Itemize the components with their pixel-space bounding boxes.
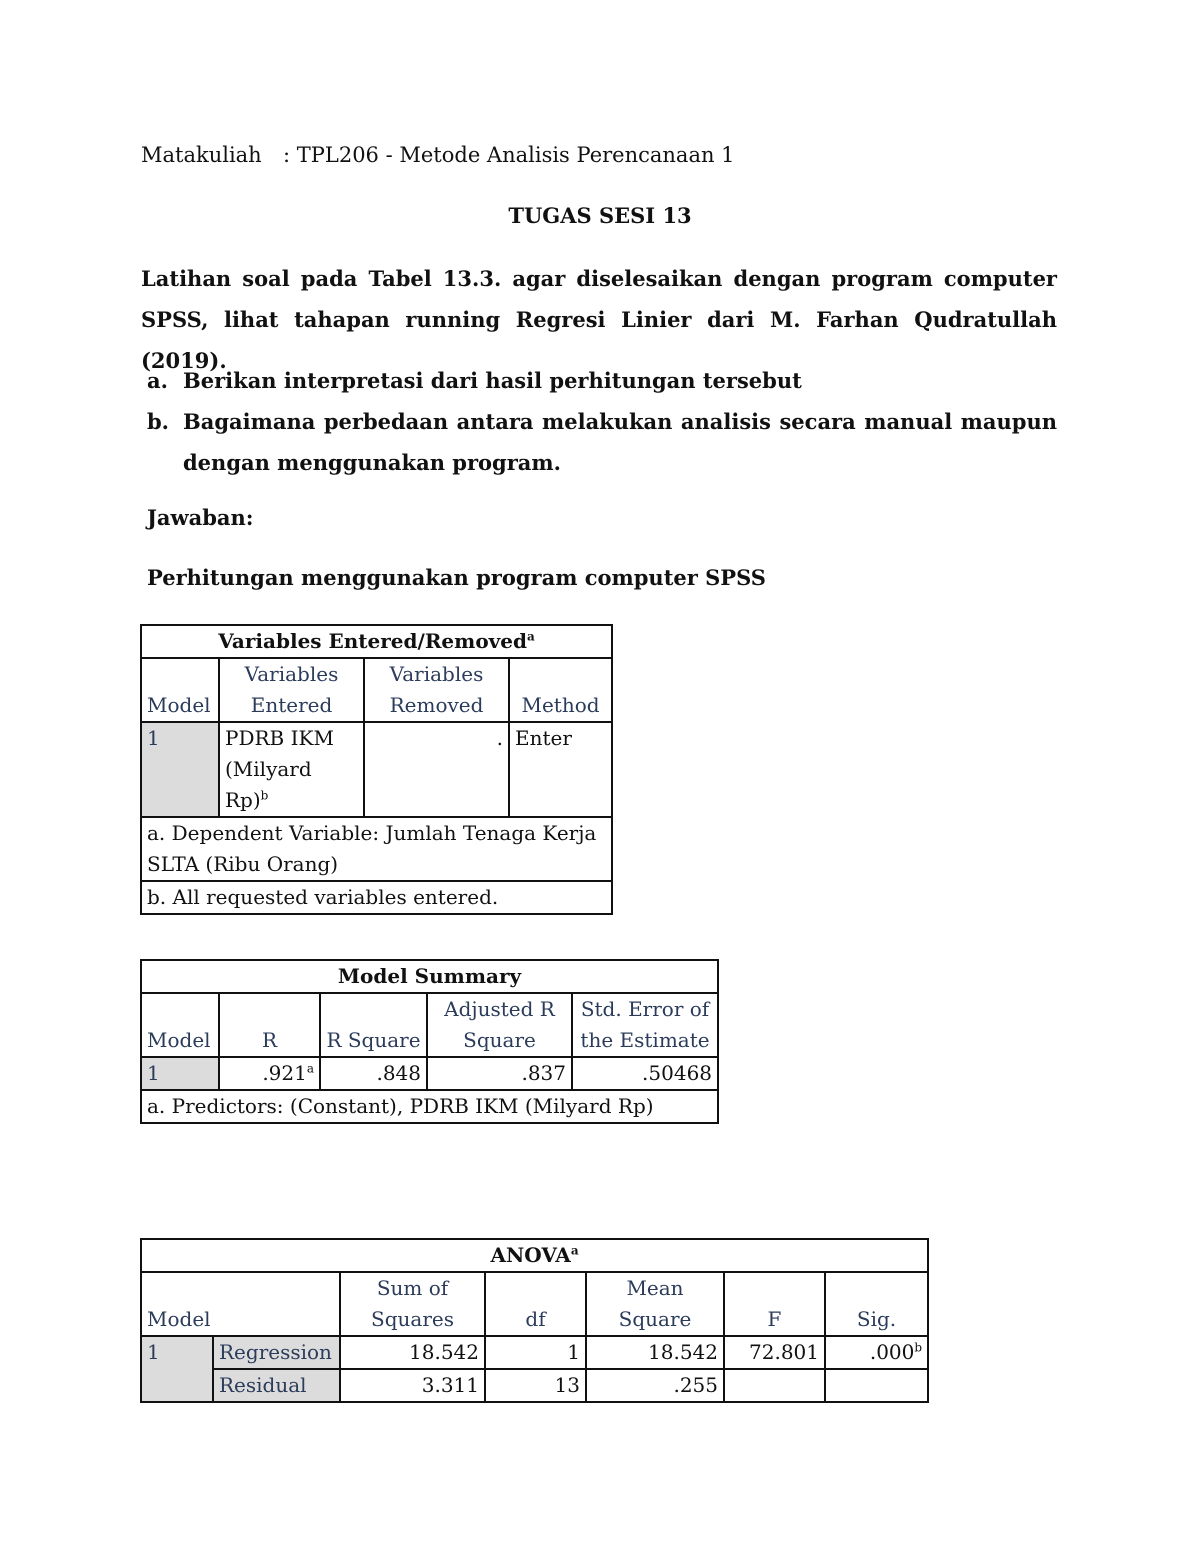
table-cell: 1 (485, 1336, 586, 1369)
page-title: TUGAS SESI 13 (508, 203, 692, 228)
column-header: R (219, 993, 320, 1057)
column-header: Mean Square (586, 1272, 724, 1336)
table-cell: 72.801 (724, 1336, 825, 1369)
variables-entered-table (140, 624, 613, 915)
table-header-row (141, 1272, 928, 1336)
table-row (141, 1369, 928, 1402)
table-header-row (141, 993, 718, 1057)
column-header: Variables Entered (219, 658, 364, 722)
question-list (147, 360, 1057, 483)
table-title: Model Summary (141, 960, 718, 993)
table-row (141, 1336, 928, 1369)
anova-table (140, 1238, 929, 1403)
table-title: ANOVA$^a$ (141, 1239, 928, 1272)
column-header: Adjusted R Square (427, 993, 572, 1057)
row-label: Regression (213, 1336, 340, 1369)
table-cell: Enter (509, 722, 612, 817)
table-cell: .255 (586, 1369, 724, 1402)
answer-label: Jawaban: (147, 505, 254, 530)
table-cell: .000$^b$ (825, 1336, 928, 1369)
table-cell (724, 1369, 825, 1402)
section-subheading: Perhitungan menggunakan program computer SPSS (147, 565, 766, 590)
column-header: Std. Error of the Estimate (572, 993, 718, 1057)
course-line (141, 143, 735, 167)
column-header: Variables Removed (364, 658, 509, 722)
list-item (147, 360, 1057, 401)
list-marker: b. (147, 409, 169, 434)
table-cell: .921$^a$ (219, 1057, 320, 1090)
intro-paragraph: Latihan soal pada Tabel 13.3. agar diselesaikan dengan program computer SPSS, lihat tahapan running Regresi Linier dari M. Farhan Qudratullah (2019). (141, 266, 1057, 373)
row-label: 1 (141, 722, 219, 817)
list-item (147, 401, 1057, 483)
column-header: Sum of Squares (340, 1272, 485, 1336)
table-cell: 13 (485, 1369, 586, 1402)
model-summary-table (140, 959, 719, 1124)
table-cell: 3.311 (340, 1369, 485, 1402)
column-header: Sig. (825, 1272, 928, 1336)
table-cell: . (364, 722, 509, 817)
table-footnote: a. Predictors: (Constant), PDRB IKM (Milyard Rp) (141, 1090, 718, 1123)
table-cell: .50468 (572, 1057, 718, 1090)
column-header: R Square (320, 993, 427, 1057)
table-cell: 18.542 (340, 1336, 485, 1369)
row-label: 1 (141, 1057, 219, 1090)
table-row (141, 722, 612, 817)
table-title: Variables Entered/Removed$^a$ (141, 625, 612, 658)
column-header: Model (141, 993, 219, 1057)
table-footnote: a. Dependent Variable: Jumlah Tenaga Kerja SLTA (Ribu Orang) (141, 817, 612, 881)
row-label: 1 (141, 1336, 213, 1402)
row-label: Residual (213, 1369, 340, 1402)
column-header: Model (141, 1272, 340, 1336)
table-cell: PDRB IKM (Milyard Rp)$^b$ (219, 722, 364, 817)
column-header: Method (509, 658, 612, 722)
list-marker: a. (147, 368, 168, 393)
column-header: df (485, 1272, 586, 1336)
course-label: Matakuliah (141, 143, 262, 167)
question-text: Berikan interpretasi dari hasil perhitungan tersebut (183, 368, 802, 393)
table-header-row (141, 658, 612, 722)
table-cell (825, 1369, 928, 1402)
column-header: Model (141, 658, 219, 722)
question-text: Bagaimana perbedaan antara melakukan analisis secara manual maupun dengan menggunakan program. (183, 409, 1057, 475)
table-row (141, 1057, 718, 1090)
course-value: : TPL206 - Metode Analisis Perencanaan 1 (283, 143, 735, 167)
table-cell: 18.542 (586, 1336, 724, 1369)
table-footnote: b. All requested variables entered. (141, 881, 612, 914)
table-cell: .837 (427, 1057, 572, 1090)
table-cell: .848 (320, 1057, 427, 1090)
column-header: F (724, 1272, 825, 1336)
